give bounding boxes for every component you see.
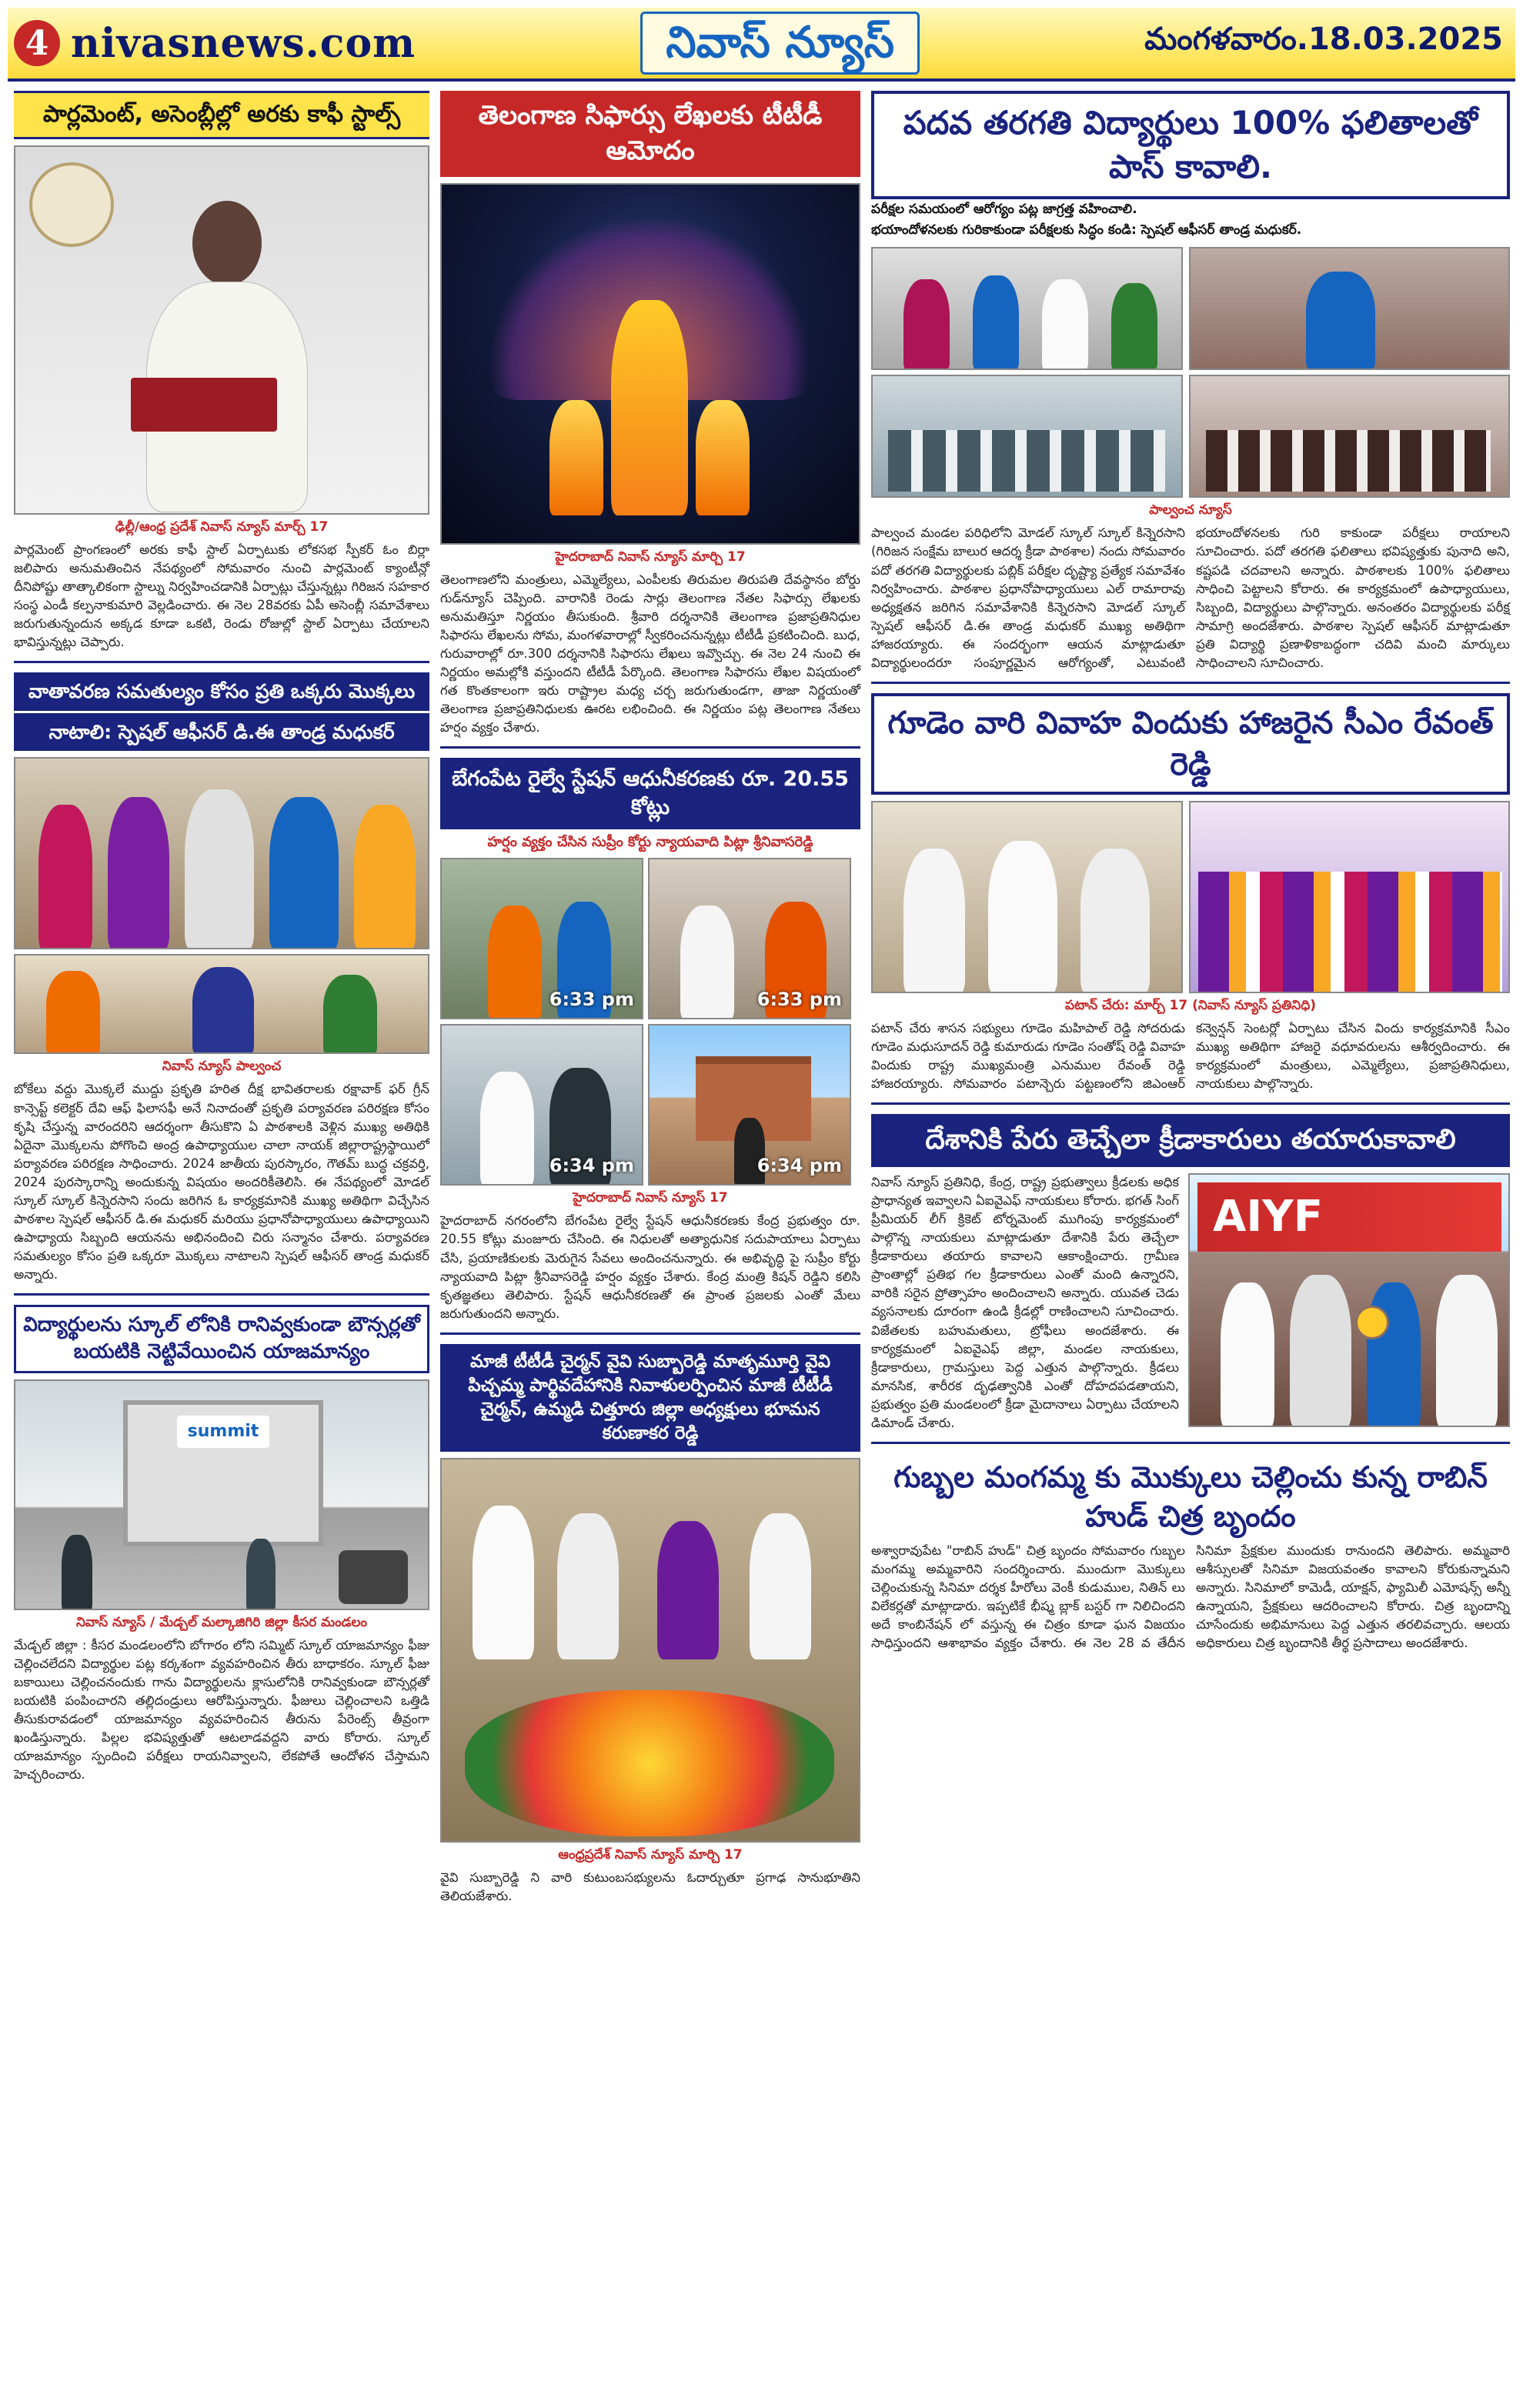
- person-figure: [192, 967, 254, 1054]
- article-plant-trees: [14, 672, 429, 1284]
- issue-date: మంగళవారం.18.03.2025: [1144, 22, 1503, 57]
- divider: [14, 1293, 429, 1296]
- photo-school-gate: [14, 1379, 429, 1610]
- headline: పదవ తరగతి విద్యార్థులు 100% ఫలితాలతో పాస్ కావాలి.: [871, 91, 1510, 199]
- article-body: పాల్వంచ మండల పరిధిలోని మోడల్ స్కూల్ స్కూల్ కిన్నెరసాని (గిరిజన సంక్షేమ బాలుర ఆదర్శ క్రీడా పాఠశాల) నందు సోమవారం పదో తరగతి విద్యార్థులకు పబ్లిక్ పరీక్షల దృష్ట్యా ప్రత్యేక సమావేశం నిర్వహించారు. పాఠశాల ప్రధానోపాధ్యాయులు ఎల్ రామారావు అధ్యక్షతన జరిగిన సమావేశానికి కిన్నెరసాని మోడల్ స్కూల్ స్పెషల్ ఆఫీసర్ డి.ఈ తాండ్ర మధుకర్ ముఖ్య అతిథిగా హాజరయ్యారు. ఈ సందర్భంగా ఆయన మాట్లాడుతూ విద్యార్థులందరూ సంపూర్ణమైన ఆరోగ్యంతో, ఎటువంటి భయాందోళనలకు గురి కాకుండా పరీక్షలు రాయాలని సూచించారు. పదో తరగతి ఫలితాలు భవిష్యత్తుకు పునాది అని, కష్టపడి చదవాలని అన్నారు. పాఠశాలకు 100% ఫలితాలు సాధించి పెట్టాలని కోరారు. ఈ కార్యక్రమంలో ఉపాధ్యాయులు, సిబ్బంది, విద్యార్థులు పాల్గొన్నారు. అనంతరం విద్యార్థులకు పరీక్ష సామాగ్రి అందజేశారు. పాఠశాల స్పెషల్ ఆఫీసర్ మాట్లాడుతూ ప్రతి విద్యార్థి ప్రణాళికాబద్ధంగా చదివి మంచి మార్కులు సాధించాలని సూచించారు.: [871, 525, 1510, 670]
- masthead: [8, 8, 1515, 82]
- photo-meeting-2: [648, 858, 851, 1019]
- headline: విద్యార్థులను స్కూల్ లోనికి రానివ్వకుండా బౌన్సర్లతో బయటికి నెట్టివేయించిన యాజమాన్యం: [14, 1305, 429, 1372]
- photo-classroom-2: [1189, 375, 1510, 498]
- divider: [440, 746, 860, 749]
- person-figure: [750, 1513, 811, 1659]
- article-sports: [871, 1114, 1510, 1432]
- person-figure: [557, 1513, 619, 1659]
- motorcycle: [339, 1550, 408, 1604]
- caption: ఆంధ్రప్రదేశ్ నివాస్ న్యూస్ మార్చి 17: [558, 1847, 743, 1863]
- person-figure: [108, 797, 169, 949]
- person-figure: [1436, 1275, 1498, 1427]
- divider: [440, 1332, 860, 1335]
- flower-garland: [465, 1690, 834, 1836]
- person-figure: [1306, 272, 1375, 370]
- article-ttd-condolence: [440, 1344, 860, 1906]
- divider: [871, 1102, 1510, 1105]
- headline-line-2: నాటాలి: స్పెషల్ ఆఫీసర్ డి.ఈ తాండ్ర మధుకర్: [14, 713, 429, 752]
- photo-col-left: [871, 247, 1183, 498]
- headline: మాజీ టీటీడీ చైర్మన్ వైవి సుబ్బారెడ్డి మాతృమూర్తి వైవి పిచ్చమ్మ పార్థివదేహానికి నివాళులర్పించిన మాజీ టీటీడీ చైర్మన్, ఉమ్మడి చిత్తూరు జిల్లా అధ్యక్షులు భూమన కరుణాకర రెడ్డి: [440, 1344, 860, 1452]
- emblem-icon: [29, 162, 114, 247]
- photo-pair: [871, 801, 1510, 993]
- caption: పటాన్ చేరు: మార్చ్ 17 (నివాస్ న్యూస్ ప్రతినిధి): [1065, 998, 1316, 1013]
- person-figure: [657, 1521, 719, 1659]
- article-ttd-letters: [440, 91, 860, 737]
- caption: హైదరాబాద్ నివాస్ న్యూస్ 17: [573, 1190, 728, 1206]
- person-figure: [1080, 849, 1150, 993]
- article-body: మేడ్చల్ జిల్లా : కీసర మండలంలోని బోగారం లోని సమ్మిట్ స్కూల్ యాజమాన్యం ఫీజు చెల్లించలేదని విద్యార్థుల పట్ల కర్కశంగా వ్యవహరించిన తీరు బాధాకరం. స్కూల్ ఫీజు బకాయిలు చెల్లించనందుకు గాను విద్యార్థులను క్లాసులోనికి రానివ్వకుండా బౌన్సర్లతో బయటికి పంపించారని తల్లిదండ్రులు ఆరోపిస్తున్నారు. ఫీజులు చెల్లించాలని ఒత్తిడి తీసుకురావడంలో యాజమాన్యం వ్యవహరించిన తీరును పేరెంట్స్ తీవ్రంగా ఖండిస్తున్నారు. పిల్లల భవిష్యత్తుతో ఆటలాడవద్దని వారు కోరారు. స్కూల్ యాజమాన్యం స్పందించి పరీక్షలు రాయనివ్వాలని, లేకపోతే ఆందోళన చేస్తామని హెచ్చరించారు.: [14, 1637, 429, 1783]
- site-name[interactable]: nivasnews.com: [71, 19, 416, 67]
- person-figure: [246, 1539, 276, 1610]
- article-body: అశ్వారావుపేట "రాబిన్ హుడ్" చిత్ర బృందం సోమవారం గుబ్బల మంగమ్మ అమ్మవారిని సందర్శించారు. ముందుగా మొక్కులు చెల్లించుకున్న సినిమా దర్శక హీరోలు వెంకీ కుడుముల, నితిన్ లు విలేకర్లతో మాట్లాడారు. ఇప్పటికే భీష్మ బ్లాక్ బస్టర్ గా నిలిచిందని అదే కాంబినేషన్ లో వస్తున్న ఈ చిత్రం కూడా ఘన విజయం సాధిస్తుందని ఆశాభావం వ్యక్తం చేశారు. ఈ నెల 28 వ తేదీన సినిమా ప్రేక్షకుల ముందుకు రానుందని తెలిపారు. అమ్మవారి ఆశీస్సులతో సినిమా విజయవంతం కావాలని కోరుకున్నామని అన్నారు. సినిమాలో కామెడీ, యాక్షన్, ఫ్యామిలీ ఎమోషన్స్ అన్నీ ఉన్నాయని, ప్రేక్షకులు ఆదరించాలని కోరారు. చిత్ర బృందాన్ని చూసేందుకు అభిమానులు పెద్ద ఎత్తున తరలివచ్చారు. ఆలయ అధికారులు చిత్ర బృందానికి తీర్థ ప్రసాదాలు అందజేశారు.: [871, 1543, 1510, 1650]
- group-figures: [1198, 872, 1502, 993]
- person-figure: [1290, 1275, 1351, 1427]
- article-body: హైదరాబాద్ నగరంలోని బేగంపేట రైల్వే స్టేషన్ ఆధునీకరణకు కేంద్ర ప్రభుత్వం రూ. 20.55 కోట్లు మంజూరు చేసింది. ఈ నిధులతో అత్యాధునిక సదుపాయాలు ఏర్పాటు చేసి, ప్రయాణికులకు మెరుగైన సేవలు అందించనున్నారు. ఈ అభివృద్ధి పై సుప్రీం కోర్టు న్యాయవాది పిట్లా శ్రీనివాసరెడ్డి హర్షం వ్యక్తం చేశారు. కేంద్ర మంత్రి కిషన్ రెడ్డిని కలిసి కృతజ్ఞతలు తెలిపారు. స్టేషన్ ఆధునీకరణతో ఈ ప్రాంత ప్రజలకు ఎంతో మేలు జరుగుతుందని అన్నారు.: [440, 1213, 860, 1321]
- person-figure: [488, 906, 542, 1019]
- article-body: బోకేలు వద్దు మొక్కలే ముద్దు ప్రకృతి హరిత దీక్ష భావితరాలకు రక్షావాక్ ఫర్ గ్రీన్ కాన్సెప్ట్ కలెక్టర్ దేవి ఆఫ్ ఫిలాసఫీ అనే నినాదంతో ప్రకృతి పర్యావరణ పరిరక్షణ కోసం కృషి చేస్తున్న వారందరిని ఆదర్శంగా తీసుకొని ఏ పాఠశాలకి వెళ్లిన ముఖ్య అతిథికి ఏదైనా మొక్కలను పోగొంచి అంద్ర ఉపాధ్యాయుల చాలా నాయక్ జిల్లారాష్ట్రస్థాయిలో పర్యావరణ పరిరక్షణ సాధించారు. 2024 జాతీయ పురస్కారం, గౌతమ్ బుద్ధ చక్రవర్తి, 2024 పురస్కారాన్ని అందుకున్న విషయం అందరికీతెలిసి. ఈ నేపథ్యంలో మోడల్ స్కూల్ స్కూల్ కిన్నెరసాని సందు జరిగిన ఓ కార్యక్రమానికి ముఖ్య అతిథిగా విచ్చేసిన పాఠశాల స్పెషల్ ఆఫీసర్ డి.ఈ మధుకర్ మరియు ప్రధానోపాధ్యాయులు ఉపాధ్యాయిని ఉపాధ్యాయ సిబ్బంది ఆయనను అభినందించి చిరు సన్మానం చేశారు. పర్యావరణ సమతుల్యం కోసం ప్రతి ఒక్కరూ మొక్కలు నాటాలని స్పెషల్ ఆఫీసర్ తాండ్ర మధుకర్ అన్నారు.: [14, 1082, 429, 1282]
- headline: గూడెం వారి వివాహ విందుకు హాజరైన సీఎం రేవంత్ రెడ్డి: [871, 693, 1510, 795]
- photo-staff-1: [871, 247, 1183, 370]
- caption: నివాస్ న్యూస్ పాల్వంచ: [162, 1059, 282, 1075]
- person-figure: [354, 805, 416, 949]
- photo-meeting-3: [440, 1024, 643, 1186]
- column-right: [871, 91, 1510, 1653]
- caption: ఢిల్లీ/ఆంధ్ర ప్రదేశ్ నివాస్ న్యూస్ మార్చ్ 17: [115, 519, 329, 535]
- person-figure: [903, 279, 950, 370]
- coffee-box: [131, 378, 277, 432]
- students-row: [1206, 430, 1491, 492]
- photo-cm-greeting: [871, 801, 1183, 993]
- headline: పార్లమెంట్, అసెంబ్లీల్లో అరకు కాఫీ స్టాల్స్: [14, 91, 429, 139]
- person-figure: [46, 971, 100, 1054]
- photo-speaker: [1189, 247, 1510, 370]
- headline-line-1: వాతావరణ సమతుల్యం కోసం ప్రతి ఒక్కరు మొక్కలు: [14, 672, 429, 711]
- person-figure: [903, 849, 965, 993]
- person-figure: [480, 1072, 534, 1186]
- article-body: తెలంగాణలోని మంత్రులు, ఎమ్మెల్యేలు, ఎంపీలకు తిరుమల తిరుపతి దేవస్థానం బోర్డు గుడ్‌న్యూస్ చెప్పింది. వారానికి రెండు సార్లు తెలంగాణ నేతల సిఫార్సు లేఖలకు అనుమతిస్తూ నిర్ణయం తీసుకుంది. శ్రీవారి దర్శనానికి తెలంగాణ ప్రజాప్రతినిధుల సిఫారసు లేఖలను సోమ, మంగళవారాల్లో స్వీకరించనున్నట్లు టీటీడీ ప్రకటించింది. బుధ, గురువారాల్లో రూ.300 దర్శనానికి సిఫారసు లేఖలు ఇవ్వొచ్చు. ఈ నెల 24 నుంచి ఈ నిర్ణయం అమల్లోకి వస్తుందని టీటీడీ పేర్కొంది. తెలంగాణ సిఫారసు లేఖల విషయంలో గత కొంతకాలంగా ఇరు రాష్ట్రాల మధ్య చర్చ జరుగుతుండగా, తాజా నిర్ణయంతో తెలంగాణ ప్రజాప్రతినిధులకు ఊరట లభించింది. ఈ నిర్ణయం పట్ల తెలంగాణ నేతలు హర్షం వ్యక్తం చేశారు.: [440, 572, 860, 735]
- person-figure: [680, 906, 734, 1019]
- person-figure: [185, 789, 254, 949]
- sports-block: [871, 1173, 1510, 1432]
- article-robinhood: [871, 1453, 1510, 1653]
- article-araku-coffee: [14, 91, 429, 652]
- divider: [871, 682, 1510, 684]
- photo-felicitation-1: [14, 757, 429, 949]
- timestamp: 6:33 pm: [549, 989, 634, 1011]
- timestamp: 6:34 pm: [756, 1155, 842, 1177]
- person-figure: [1042, 279, 1088, 370]
- deity-figure: [696, 400, 750, 515]
- photo-meeting-1: [440, 858, 643, 1019]
- caption: పాల్వంచ న్యూస్: [1149, 502, 1232, 519]
- subheadline-1: పరీక్షల సమయంలో ఆరోగ్యం పట్ల జాగ్రత్త వహించాలి.: [871, 202, 1137, 218]
- aiyf-banner: AIYF: [1197, 1182, 1501, 1252]
- timestamp: 6:34 pm: [549, 1155, 634, 1177]
- article-body: వైవి సుబ్బారెడ్డి ని వారి కుటుంబసభ్యులను ఓదార్చుతూ ప్రగాఢ సానుభూతిని తెలియజేశారు.: [440, 1870, 860, 1904]
- timestamp: 6:33 pm: [756, 989, 842, 1011]
- photo-wedding-group: [1189, 801, 1510, 993]
- photo-classroom-1: [871, 375, 1183, 498]
- photo-grid: [440, 858, 860, 1186]
- photo-aiyf-event: [1188, 1173, 1510, 1427]
- photo-venkateswara: [440, 183, 860, 545]
- newspaper-logo: నివాస్ న్యూస్: [640, 12, 920, 75]
- students-row: [888, 430, 1165, 492]
- trophy-icon: [1355, 1306, 1389, 1339]
- person-figure: [1367, 1282, 1421, 1427]
- article-body: పటాన్ చేరు శాసన సభ్యులు గూడెం మహిపాల్ రెడ్డి సోదరుడు గూడెం మధుసూదన్ రెడ్డి కుమారుడు గూడెం సంతోష్ రెడ్డి వివాహ విందుకు రాష్ట్ర ముఖ్యమంత్రి ఎనుముల రేవంత్ రెడ్డి హాజరయ్యారు. సోమవారం పటాన్చెరు పట్టణంలోని జిఎంఆర్ కన్వెన్షన్ సెంటర్లో ఏర్పాటు చేసిన విందు కార్యక్రమానికి సీఎం ముఖ్య అతిథిగా హాజరై వధూవరులను ఆశీర్వదించారు. ఈ కార్యక్రమంలో మంత్రులు, ఎమ్మెల్యేలు, ప్రజాప్రతినిధులు, నాయకులు పాల్గొన్నారు.: [871, 1021, 1510, 1092]
- photo-collage: [871, 247, 1510, 498]
- article-begumpet-station: [440, 758, 860, 1322]
- article-body: పార్లమెంట్ ప్రాంగణంలో అరకు కాఫీ స్టాల్ ఏర్పాటుకు లోకసభ స్పీకర్ ఓం బిర్లా జలిపారు అనుమతించిన నేపథ్యంలో సోమవారం నుంచి పార్లమెంట్ క్యాంటీన్లో దీనిపోష్టు తాత్కాలికంగా స్టాల్ను నిర్వహించడానికి ఏర్పాట్లు చేస్తున్నట్లు గిరిజన సహకార సంస్థ ఎండీ కల్పనాకుమారి వెల్లడించారు. ఈ నెల 28వరకు ఏపీ అసెంబ్లీ సమావేశాలు జరుగుతున్నందున అక్కడ కూడా ఒకటి, రెండు రోజుల్లో స్టాల్ ఏర్పాటు చేయాలని భావిస్తున్నట్లు చెప్పారు.: [14, 542, 429, 649]
- caption: నివాస్ న్యూస్ / మేడ్చల్ మల్కాజిగిరి జిల్లా కీసర మండలం: [75, 1614, 367, 1630]
- article-cm-wedding: [871, 693, 1510, 1093]
- person-figure: [62, 1535, 92, 1610]
- article-summit-school: [14, 1305, 429, 1784]
- masthead-left: [8, 20, 416, 67]
- subheadline: హర్షం వ్యక్తం చేసిన సుప్రీం కోర్టు న్యాయవాది పిట్లా శ్రీనివాసరెడ్డి: [487, 834, 813, 851]
- caption: హైదరాబాద్ నివాస్ న్యూస్ మార్చి 17: [555, 549, 746, 565]
- column-left: [14, 91, 429, 1784]
- headline: దేశానికి పేరు తెచ్చేలా క్రీడాకారులు తయారుకావాలి: [871, 1114, 1510, 1167]
- person-figure: [1221, 1282, 1274, 1427]
- headline: తెలంగాణ సిఫార్సు లేఖలకు టీటీడీ ఆమోదం: [440, 91, 860, 177]
- person-figure: [269, 797, 339, 949]
- column-center: [440, 91, 860, 1906]
- photo-coffee-stall: [14, 145, 429, 515]
- deity-figure: [549, 400, 603, 515]
- photo-condolence: [440, 1458, 860, 1843]
- photo-felicitation-2: [14, 954, 429, 1054]
- deity-figure: [611, 300, 688, 515]
- school-sign: summit: [177, 1416, 269, 1448]
- headline: గుబ్బల మంగమ్మ కు మొక్కులు చెల్లించు కున్న రాబిన్ హుడ్ చిత్ర బృందం: [893, 1460, 1488, 1534]
- person-figure: [38, 805, 92, 949]
- divider: [14, 661, 429, 663]
- photo-station-building: [648, 1024, 851, 1186]
- article-tenth-class: [871, 91, 1510, 672]
- person-head: [192, 201, 262, 285]
- person-figure: [323, 975, 377, 1054]
- person-figure: [988, 841, 1057, 993]
- subheadline-2: భయాందోళనలకు గురికాకుండా పరీక్షలకు సిద్ధం కండి: స్పెషల్ ఆఫీసర్ తాండ్ర మధుకర్.: [871, 222, 1302, 238]
- person-figure: [1111, 283, 1157, 370]
- photo-col-right: [1189, 247, 1510, 498]
- divider: [871, 1442, 1510, 1444]
- person-figure: [973, 275, 1019, 370]
- page-number: 4: [14, 20, 60, 66]
- article-body: నివాస్ న్యూస్ ప్రతినిధి, కేంద్ర, రాష్ట్ర ప్రభుత్వాలు క్రీడలకు అధిక ప్రాధాన్యత ఇవ్వాలని ఏఐవైఎఫ్ నాయకులు కోరారు. భగత్ సింగ్ ప్రీమియర్ లీగ్ క్రికెట్ టోర్నమెంట్ ముగింపు కార్యక్రమంలో పాల్గొన్న నాయకులు మాట్లాడుతూ దేశానికి పేరు తెచ్చేలా క్రీడాకారులు తయారు కావాలని ఆకాంక్షించారు. గ్రామీణ ప్రాంతాల్లో ప్రతిభ గల క్రీడాకారులు ఎంతో మంది ఉన్నారని, వారికి సరైన ప్రోత్సాహం అందించాలని అన్నారు. యువత చెడు వ్యసనాలకు దూరంగా ఉండి క్రీడల్లో రాణించాలని సూచించారు. విజేతలకు బహుమతులు, ట్రోఫీలు అందజేశారు. ఈ కార్యక్రమంలో ఏఐవైఎఫ్ జిల్లా, మండల నాయకులు, క్రీడాకారులు, గ్రామస్తులు పెద్ద ఎత్తున పాల్గొన్నారు. క్రీడలు మానసిక, శారీరక దృఢత్వానికి ఎంతో దోహదపడతాయని, ప్రభుత్వం ప్రతి మండలంలో క్రీడా మైదానాలు ఏర్పాటు చేయాలని డిమాండ్ చేశారు.: [871, 1174, 1179, 1430]
- person-figure: [473, 1506, 534, 1659]
- headline: బేగంపేట రైల్వే స్టేషన్ ఆధునీకరణకు రూ. 20.55 కోట్లు: [440, 758, 860, 829]
